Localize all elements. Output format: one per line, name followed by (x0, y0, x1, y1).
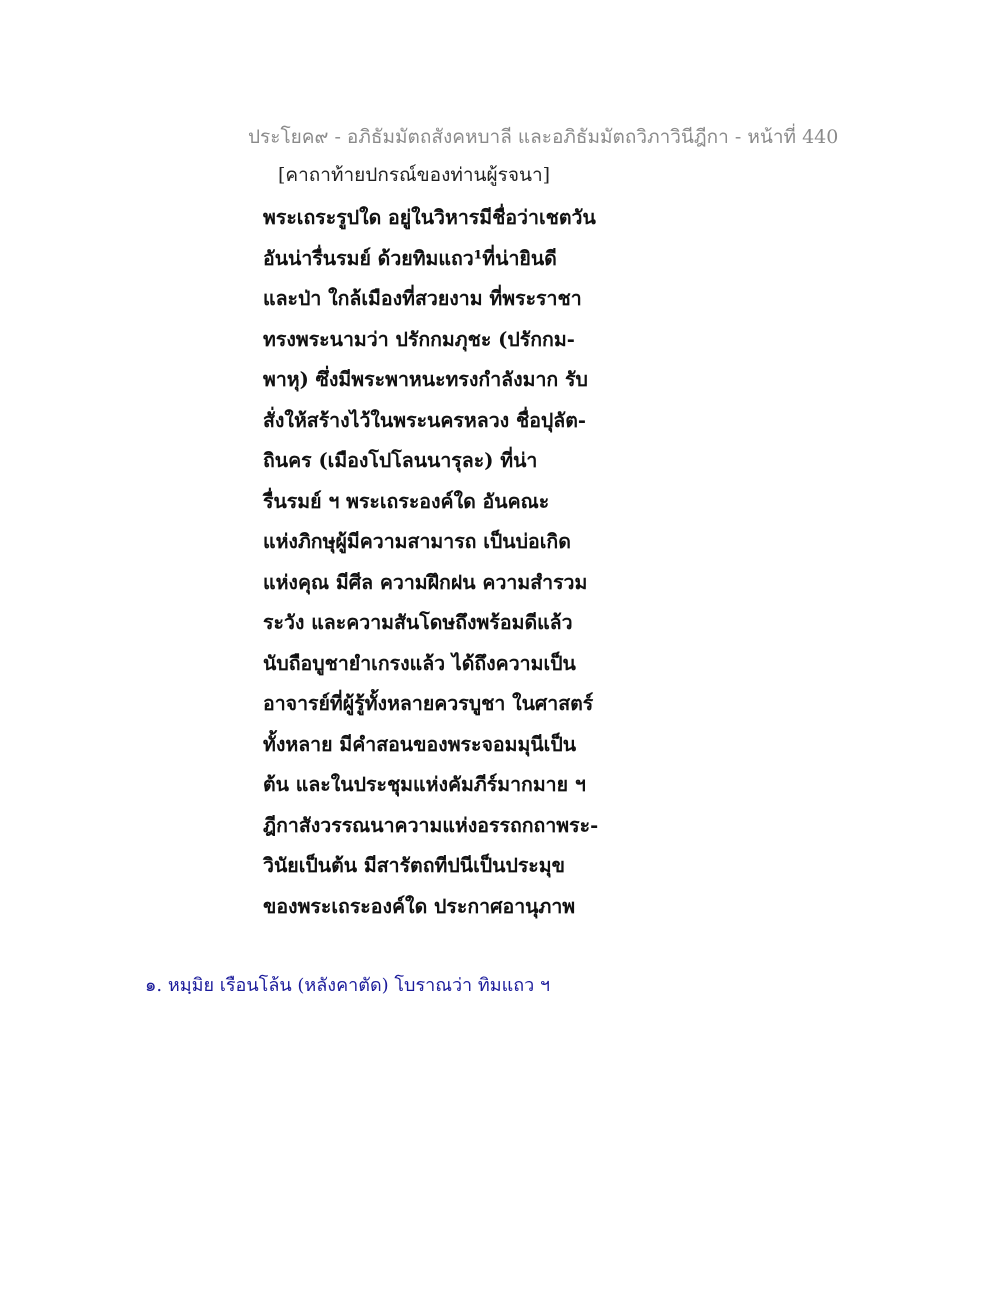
verse-line-13: อาจารย์ที่ผู้รู้ทั้งหลายควรบูชา ในศาสตร์ (263, 692, 594, 715)
verse-line-10: แห่งคุณ มีศีล ความฝึกฝน ความสำรวม (263, 570, 588, 594)
verse-line-8: รื่นรมย์ ฯ พระเถระองค์ใด อันคณะ (263, 489, 550, 513)
footnote: ๑. หมฺมิย เรือนโล้น (หลังคาตัด) โบราณว่า ทิมแถว ฯ (145, 975, 551, 996)
verse-line-18: ของพระเถระองค์ใด ประกาศอานุภาพ (263, 894, 576, 918)
verse-line-16: ฎีกาสังวรรณนาความแห่งอรรถกถาพระ- (263, 813, 599, 837)
verse-line-15: ต้น และในประชุมแห่งคัมภีร์มากมาย ฯ (263, 773, 586, 796)
verse-line-17: วินัยเป็นต้น มีสารัตถทีปนีเป็นประมุข (263, 854, 565, 877)
verse-line-3: และป่า ใกล้เมืองที่สวยงาม ที่พระราชา (263, 287, 582, 310)
verse-line-6: สั่งให้สร้างไว้ในพระนครหลวง ชื่อปุลัต- (263, 408, 586, 432)
verse-line-7: ถินคร (เมืองโปโลนนารุละ) ที่น่า (263, 449, 538, 472)
verse-line-1: พระเถระรูปใด อยู่ในวิหารมีชื่อว่าเชตวัน (263, 206, 596, 229)
verse-caption: [คาถาท้ายปกรณ์ของท่านผู้รจนา] (278, 164, 551, 186)
verse-line-2: อันน่ารื่นรมย์ ด้วยทิมแถว¹ที่น่ายินดี (263, 246, 557, 270)
verse-line-14: ทั้งหลาย มีคำสอนของพระจอมมุนีเป็น (263, 732, 577, 756)
verse-line-4: ทรงพระนามว่า ปรักกมภุชะ (ปรักกม- (263, 327, 575, 351)
verse-line-5: พาหุ) ซึ่งมีพระพาหนะทรงกำลังมาก รับ (263, 368, 588, 391)
verse-body (263, 198, 823, 927)
verse-line-12: นับถือบูชายำเกรงแล้ว ได้ถึงความเป็น (263, 651, 576, 675)
verse-line-9: แห่งภิกษุผู้มีความสามารถ เป็นบ่อเกิด (263, 530, 571, 553)
page-header: ประโยค๙ - อภิธัมมัตถสังคหบาลี และอภิธัมมัตถวิภาวินีฎีกา - หน้าที่ 440 (248, 126, 839, 148)
verse-line-11: ระวัง และความสันโดษถึงพร้อมดีแล้ว (263, 611, 573, 634)
